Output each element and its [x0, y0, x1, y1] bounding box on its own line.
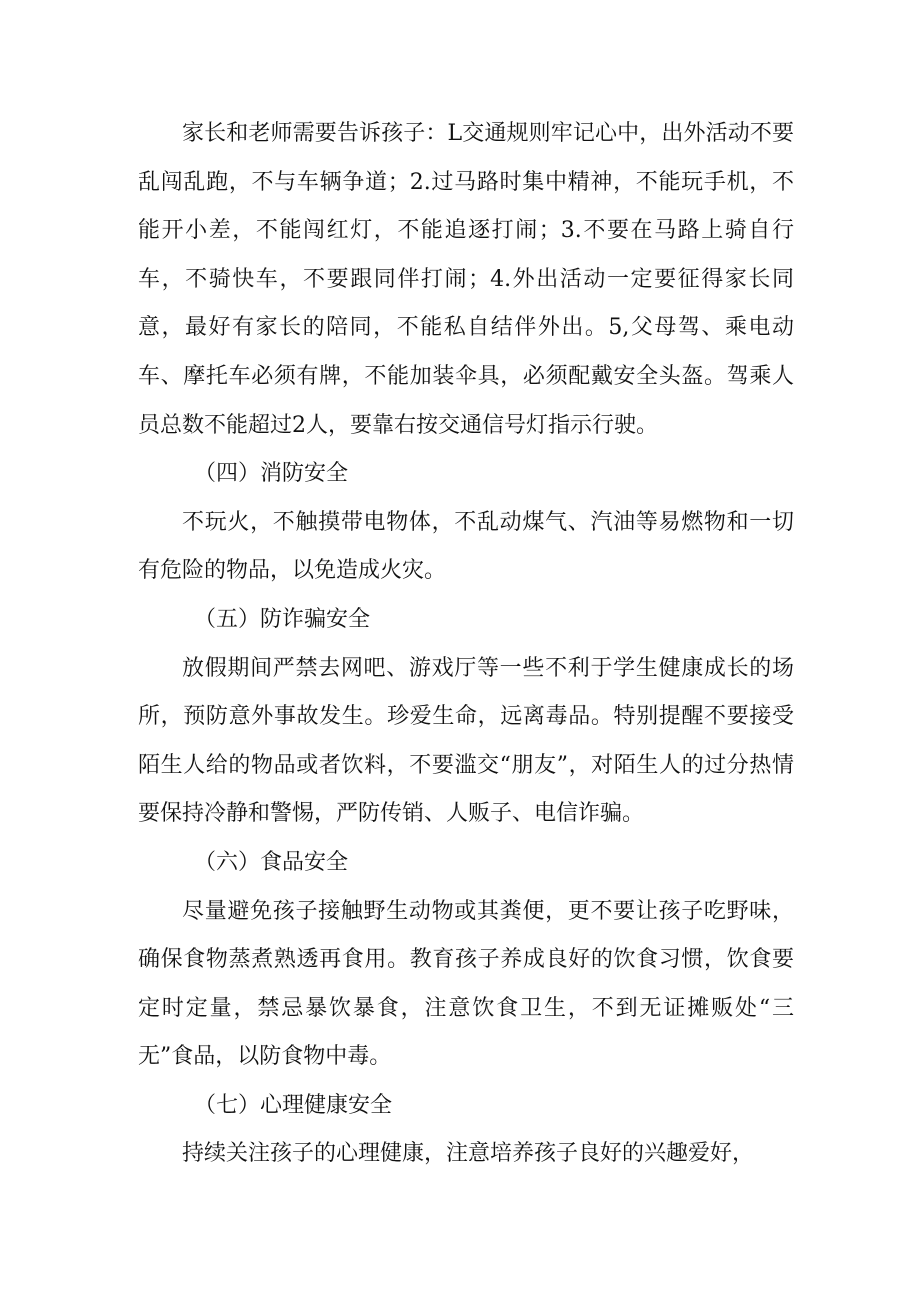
- heading-mental-health: （七）心理健康安全: [194, 1092, 393, 1118]
- paragraph-fire-safety: 不玩火，不触摸带电物体，不乱动煤气、汽油等易燃物和一切有危险的物品，以免造成火灾。: [138, 509, 794, 584]
- heading-food-safety: （六）食品安全: [194, 849, 349, 875]
- document-body: [138, 110, 794, 1179]
- paragraph-mental-health: 持续关注孩子的心理健康，注意培养孩子良好的兴趣爱好，: [182, 1141, 755, 1167]
- heading-anti-fraud: （五）防诈骗安全: [194, 606, 371, 632]
- paragraph-traffic-rules: 家长和老师需要告诉孩子：L交通规则牢记心中，出外活动不要乱闯乱跑，不与车辆争道；2.过马路时集中精神，不能玩手机，不能开小差，不能闯红灯，不能追逐打闹；3.不要在马路上骑自行车，不骑快车，不要跟同伴打闹；4.外出活动一定要征得家长同意，最好有家长的陪同，不能私自结伴外出。5,父母驾、乘电动车、摩托车必须有牌，不能加装伞具，必须配戴安全头盔。驾乘人员总数不能超过2人，要靠右按交通信号灯指示行驶。: [138, 121, 794, 438]
- paragraph-anti-fraud: 放假期间严禁去网吧、游戏厅等一些不利于学生健康成长的场所，预防意外事故发生。珍爱生命，远离毒品。特别提醒不要接受陌生人给的物品或者饮料，不要滥交“朋友”，对陌生人的过分热情要保持冷静和警惕，严防传销、人贩子、电信诈骗。: [138, 655, 794, 827]
- paragraph-food-safety: 尽量避免孩子接触野生动物或其粪便，更不要让孩子吃野味，确保食物蒸煮熟透再食用。教育孩子养成良好的饮食习惯，饮食要定时定量，禁忌暴饮暴食，注意饮食卫生，不到无证摊贩处“三无”食品，以防食物中毒。: [138, 898, 794, 1070]
- heading-fire-safety: （四）消防安全: [194, 461, 349, 487]
